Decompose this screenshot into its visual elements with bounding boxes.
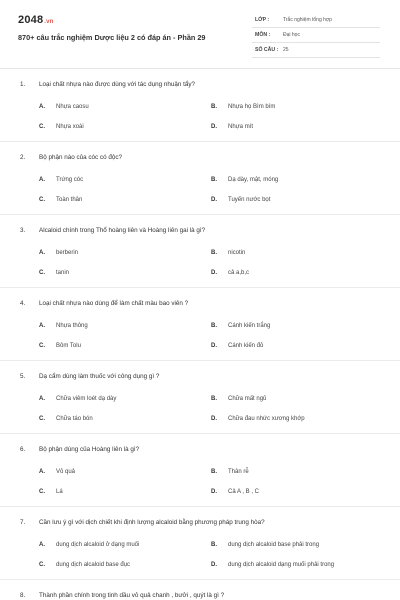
option-letter: A. [39, 104, 45, 110]
option-c[interactable] [39, 489, 63, 495]
option-text: dung dịch alcaloid ở dạng muối [56, 542, 140, 548]
option-c[interactable] [39, 197, 82, 203]
option-text: Chữa viêm loét dạ dày [56, 396, 117, 402]
option-letter: D. [211, 124, 217, 130]
logo-suffix: .vn [44, 19, 54, 25]
question-body: Loại chất nhựa nào dùng để làm chất màu bao viên ? [39, 300, 189, 307]
meta-row-class [252, 13, 380, 28]
option-text: Nhựa họ Bìm bìm [228, 104, 276, 110]
question-text [20, 373, 159, 380]
option-letter: B. [211, 104, 217, 110]
option-letter: C. [39, 416, 45, 422]
option-letter: A. [39, 177, 45, 183]
question-item [0, 69, 400, 142]
option-letter: C. [39, 124, 45, 130]
question-text [20, 154, 122, 161]
question-item [0, 142, 400, 215]
meta-table [252, 13, 380, 58]
meta-value: Đại học [283, 32, 300, 38]
question-body: Cần lưu ý gì với dịch chiết khi định lượng alcaloid bằng phương pháp trung hòa? [39, 519, 265, 526]
question-item [0, 580, 400, 600]
question-text [20, 81, 195, 88]
option-text: Chữa táo bón [56, 416, 93, 422]
option-text: dung dịch alcaloid base đục [56, 562, 131, 568]
question-body: Bộ phận dùng của Hoàng liên là gì? [39, 446, 140, 453]
question-body: Alcaloid chính trong Thổ hoàng liên và Hoàng liên gai là gì? [39, 227, 206, 234]
option-letter: D. [211, 562, 217, 568]
option-text: Tuyến nước bọt [228, 197, 271, 203]
option-c[interactable] [39, 270, 69, 276]
logo-text: 2048 [18, 14, 44, 26]
meta-key: MÔN : [255, 32, 271, 38]
option-letter: A. [39, 250, 45, 256]
question-item [0, 361, 400, 434]
option-letter: A. [39, 542, 45, 548]
option-text: Thân rễ [228, 469, 249, 475]
option-letter: B. [211, 469, 217, 475]
option-text: cả a,b,c [228, 270, 250, 276]
option-c[interactable] [39, 562, 130, 568]
meta-value: Trắc nghiệm tổng hợp [283, 17, 332, 23]
option-a[interactable] [39, 177, 83, 183]
question-number: 3. [20, 227, 26, 234]
option-a[interactable] [39, 323, 88, 329]
option-text: Bôm Tolu [56, 343, 81, 349]
option-d[interactable] [211, 416, 305, 422]
question-number: 6. [20, 446, 26, 453]
option-text: dung dịch alcaloid dạng muối phải trong [228, 562, 335, 568]
option-text: Trứng cóc [56, 177, 84, 183]
option-d[interactable] [211, 489, 259, 495]
option-d[interactable] [211, 562, 334, 568]
site-logo[interactable] [18, 14, 54, 26]
option-a[interactable] [39, 104, 89, 110]
option-letter: D. [211, 489, 217, 495]
option-c[interactable] [39, 343, 81, 349]
option-letter: D. [211, 197, 217, 203]
option-text: Dạ dày, mật, móng [228, 177, 279, 183]
option-text: Nhựa caosu [56, 104, 89, 110]
question-list [0, 69, 400, 600]
option-letter: C. [39, 562, 45, 568]
option-text: nicotin [228, 250, 246, 256]
option-b[interactable] [211, 542, 319, 548]
option-b[interactable] [211, 396, 266, 402]
meta-value: 25 [283, 47, 289, 53]
option-text: Vỏ quả [56, 469, 76, 475]
option-text: Lá [56, 489, 63, 495]
option-c[interactable] [39, 416, 93, 422]
option-a[interactable] [39, 469, 75, 475]
option-text: Chữa mất ngủ [228, 396, 267, 402]
question-text [20, 300, 188, 307]
option-letter: C. [39, 270, 45, 276]
option-b[interactable] [211, 323, 270, 329]
question-item [0, 215, 400, 288]
option-text: Cánh kiến đỏ [228, 343, 264, 349]
option-text: berberin [56, 250, 79, 256]
option-letter: B. [211, 323, 217, 329]
question-number: 5. [20, 373, 26, 380]
option-letter: D. [211, 343, 217, 349]
option-b[interactable] [211, 177, 278, 183]
question-text [20, 592, 224, 599]
option-text: Nhựa thông [56, 323, 88, 329]
question-body: Loại chất nhựa nào được dùng với tác dụng nhuận tẩy? [39, 81, 196, 88]
question-number: 2. [20, 154, 26, 161]
question-item [0, 434, 400, 507]
question-body: Thành phần chính trong tinh dầu vỏ quả chanh , bưởi , quýt là gì ? [39, 592, 225, 599]
option-text: Cánh kiến trắng [228, 323, 271, 329]
option-letter: B. [211, 396, 217, 402]
option-letter: C. [39, 489, 45, 495]
option-d[interactable] [211, 270, 249, 276]
option-d[interactable] [211, 124, 253, 130]
option-c[interactable] [39, 124, 84, 130]
page-title: 870+ câu trắc nghiệm Dược liệu 2 có đáp án - Phần 29 [18, 33, 206, 42]
option-letter: C. [39, 343, 45, 349]
meta-key: SỐ CÂU : [255, 47, 279, 53]
option-letter: D. [211, 270, 217, 276]
option-text: dung dịch alcaloid base phải trong [228, 542, 320, 548]
option-text: Nhựa xoài [56, 124, 84, 130]
question-number: 7. [20, 519, 26, 526]
option-text: Cả A , B , C [228, 489, 260, 495]
question-text [20, 519, 265, 526]
option-text: tanin [56, 270, 70, 276]
option-text: Nhựa mít [228, 124, 254, 130]
question-text [20, 446, 139, 453]
question-body: Bộ phận nào của cóc có độc? [39, 154, 122, 161]
option-letter: B. [211, 177, 217, 183]
option-a[interactable] [39, 542, 139, 548]
meta-row-subject [252, 28, 380, 43]
option-b[interactable] [211, 469, 249, 475]
option-letter: B. [211, 250, 217, 256]
option-letter: A. [39, 323, 45, 329]
question-number: 8. [20, 592, 26, 599]
option-d[interactable] [211, 197, 270, 203]
meta-row-count [252, 43, 380, 58]
question-text [20, 227, 205, 234]
option-b[interactable] [211, 250, 245, 256]
option-letter: B. [211, 542, 217, 548]
question-body: Dạ cẩm dùng làm thuốc với công dụng gì ? [39, 373, 160, 380]
option-a[interactable] [39, 396, 116, 402]
question-number: 4. [20, 300, 26, 307]
option-letter: C. [39, 197, 45, 203]
question-number: 1. [20, 81, 26, 88]
option-b[interactable] [211, 104, 275, 110]
question-item [0, 288, 400, 361]
option-a[interactable] [39, 250, 78, 256]
document-header [0, 0, 400, 70]
option-text: Toàn thân [56, 197, 83, 203]
meta-key: LỚP : [255, 17, 270, 23]
option-text: Chữa đau nhức xương khớp [228, 416, 305, 422]
option-d[interactable] [211, 343, 263, 349]
option-letter: A. [39, 469, 45, 475]
question-item [0, 507, 400, 580]
option-letter: A. [39, 396, 45, 402]
option-letter: D. [211, 416, 217, 422]
